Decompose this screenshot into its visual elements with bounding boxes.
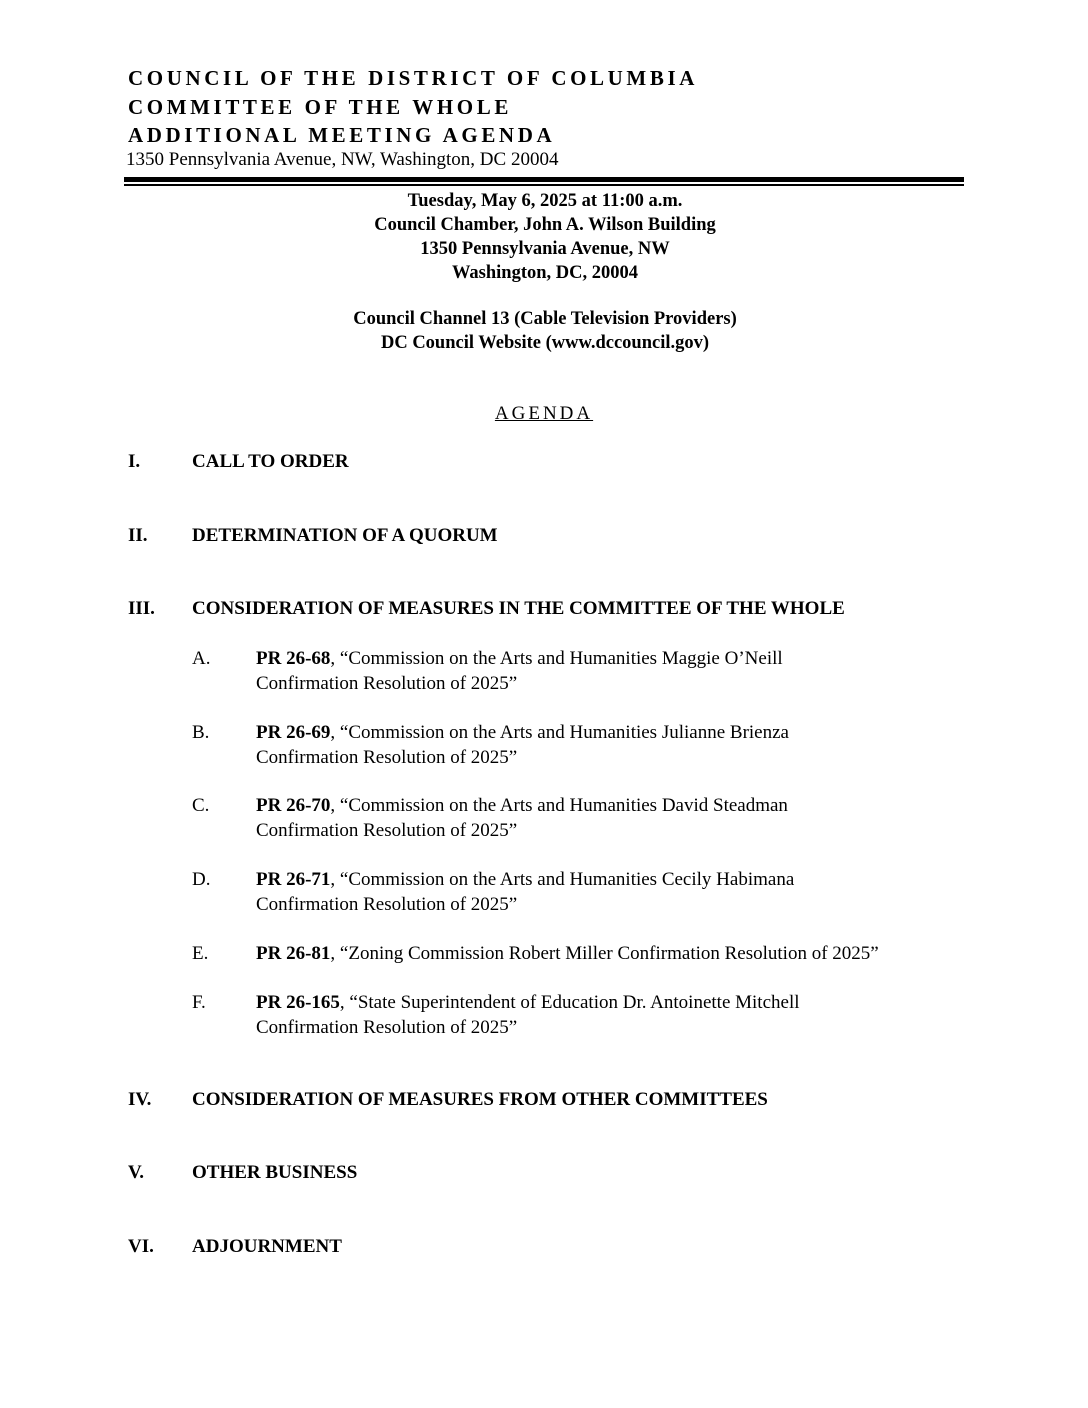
section-label: CALL TO ORDER: [192, 451, 349, 472]
agenda-heading: [0, 403, 1088, 425]
item-measure-number: PR 26-69: [256, 722, 331, 743]
item-measure-number: PR 26-70: [256, 795, 331, 816]
section-label: ADJOURNMENT: [192, 1236, 342, 1257]
committee-name: COMMITTEE OF THE WHOLE: [128, 95, 512, 119]
item-letter: D.: [192, 869, 211, 890]
document-title: ADDITIONAL MEETING AGENDA: [128, 123, 556, 147]
item-title-line2: Confirmation Resolution of 2025”: [256, 1016, 518, 1038]
section-label: CONSIDERATION OF MEASURES IN THE COMMITTEE OF THE WHOLE: [192, 598, 845, 619]
item-body: [256, 647, 986, 696]
item-letter: C.: [192, 795, 210, 816]
item-title-line1: , “State Superintendent of Education Dr. Antoinette Mitchell: [339, 992, 800, 1013]
section-label: DETERMINATION OF A QUORUM: [192, 525, 498, 546]
meeting-room: Council Chamber, John A. Wilson Building: [374, 215, 716, 235]
item-letter: A.: [192, 648, 211, 669]
item-letter: B.: [192, 722, 210, 743]
item-body: [256, 991, 986, 1040]
item-body: [256, 868, 986, 917]
section-number: III.: [128, 598, 155, 619]
meeting-street: 1350 Pennsylvania Avenue, NW: [420, 239, 670, 259]
item-title-line1: , “Commission on the Arts and Humanities David Steadman: [330, 795, 788, 816]
council-name: COUNCIL OF THE DISTRICT OF COLUMBIA: [128, 66, 698, 90]
section-number: IV.: [128, 1089, 152, 1110]
item-measure-number: PR 26-71: [256, 869, 331, 890]
meeting-city: Washington, DC, 20004: [451, 263, 639, 283]
item-title-line2: Confirmation Resolution of 2025”: [256, 819, 518, 841]
section-number: V.: [128, 1162, 145, 1183]
item-title-line1: , “Commission on the Arts and Humanities Julianne Brienza: [330, 722, 789, 743]
section-number: II.: [128, 525, 148, 546]
item-body: [256, 794, 986, 843]
agenda-heading-text: AGENDA: [494, 403, 594, 424]
broadcast-website: DC Council Website (www.dccouncil.gov): [380, 333, 710, 353]
item-title-line2: Confirmation Resolution of 2025”: [256, 893, 518, 915]
meeting-details: [0, 189, 1088, 285]
item-letter: E.: [192, 943, 209, 964]
section-number: I.: [128, 451, 141, 472]
section-number: VI.: [128, 1236, 154, 1257]
item-measure-number: PR 26-81: [256, 943, 331, 964]
item-letter: F.: [192, 992, 206, 1013]
item-body: [256, 942, 1016, 967]
meeting-datetime: Tuesday, May 6, 2025 at 11:00 a.m.: [407, 191, 683, 211]
section-label: CONSIDERATION OF MEASURES FROM OTHER COMMITTEES: [192, 1089, 768, 1110]
broadcast-details: [0, 307, 1088, 355]
section-label: OTHER BUSINESS: [192, 1162, 358, 1183]
header-address: 1350 Pennsylvania Avenue, NW, Washington, DC 20004: [126, 149, 559, 170]
item-body: [256, 721, 986, 770]
broadcast-channel: Council Channel 13 (Cable Television Providers): [353, 309, 737, 329]
header-rule-thin: [124, 184, 964, 186]
item-measure-number: PR 26-165: [256, 992, 340, 1013]
item-title-line2: Confirmation Resolution of 2025”: [256, 672, 518, 694]
header-rule-thick: [124, 177, 964, 182]
item-title-line2: Confirmation Resolution of 2025”: [256, 746, 518, 768]
item-title-line1: , “Commission on the Arts and Humanities Maggie O’Neill: [330, 648, 783, 669]
item-title-line1: , “Commission on the Arts and Humanities Cecily Habimana: [330, 869, 795, 890]
item-measure-number: PR 26-68: [256, 648, 331, 669]
item-title-line1: , “Zoning Commission Robert Miller Confirmation Resolution of 2025”: [330, 943, 879, 964]
